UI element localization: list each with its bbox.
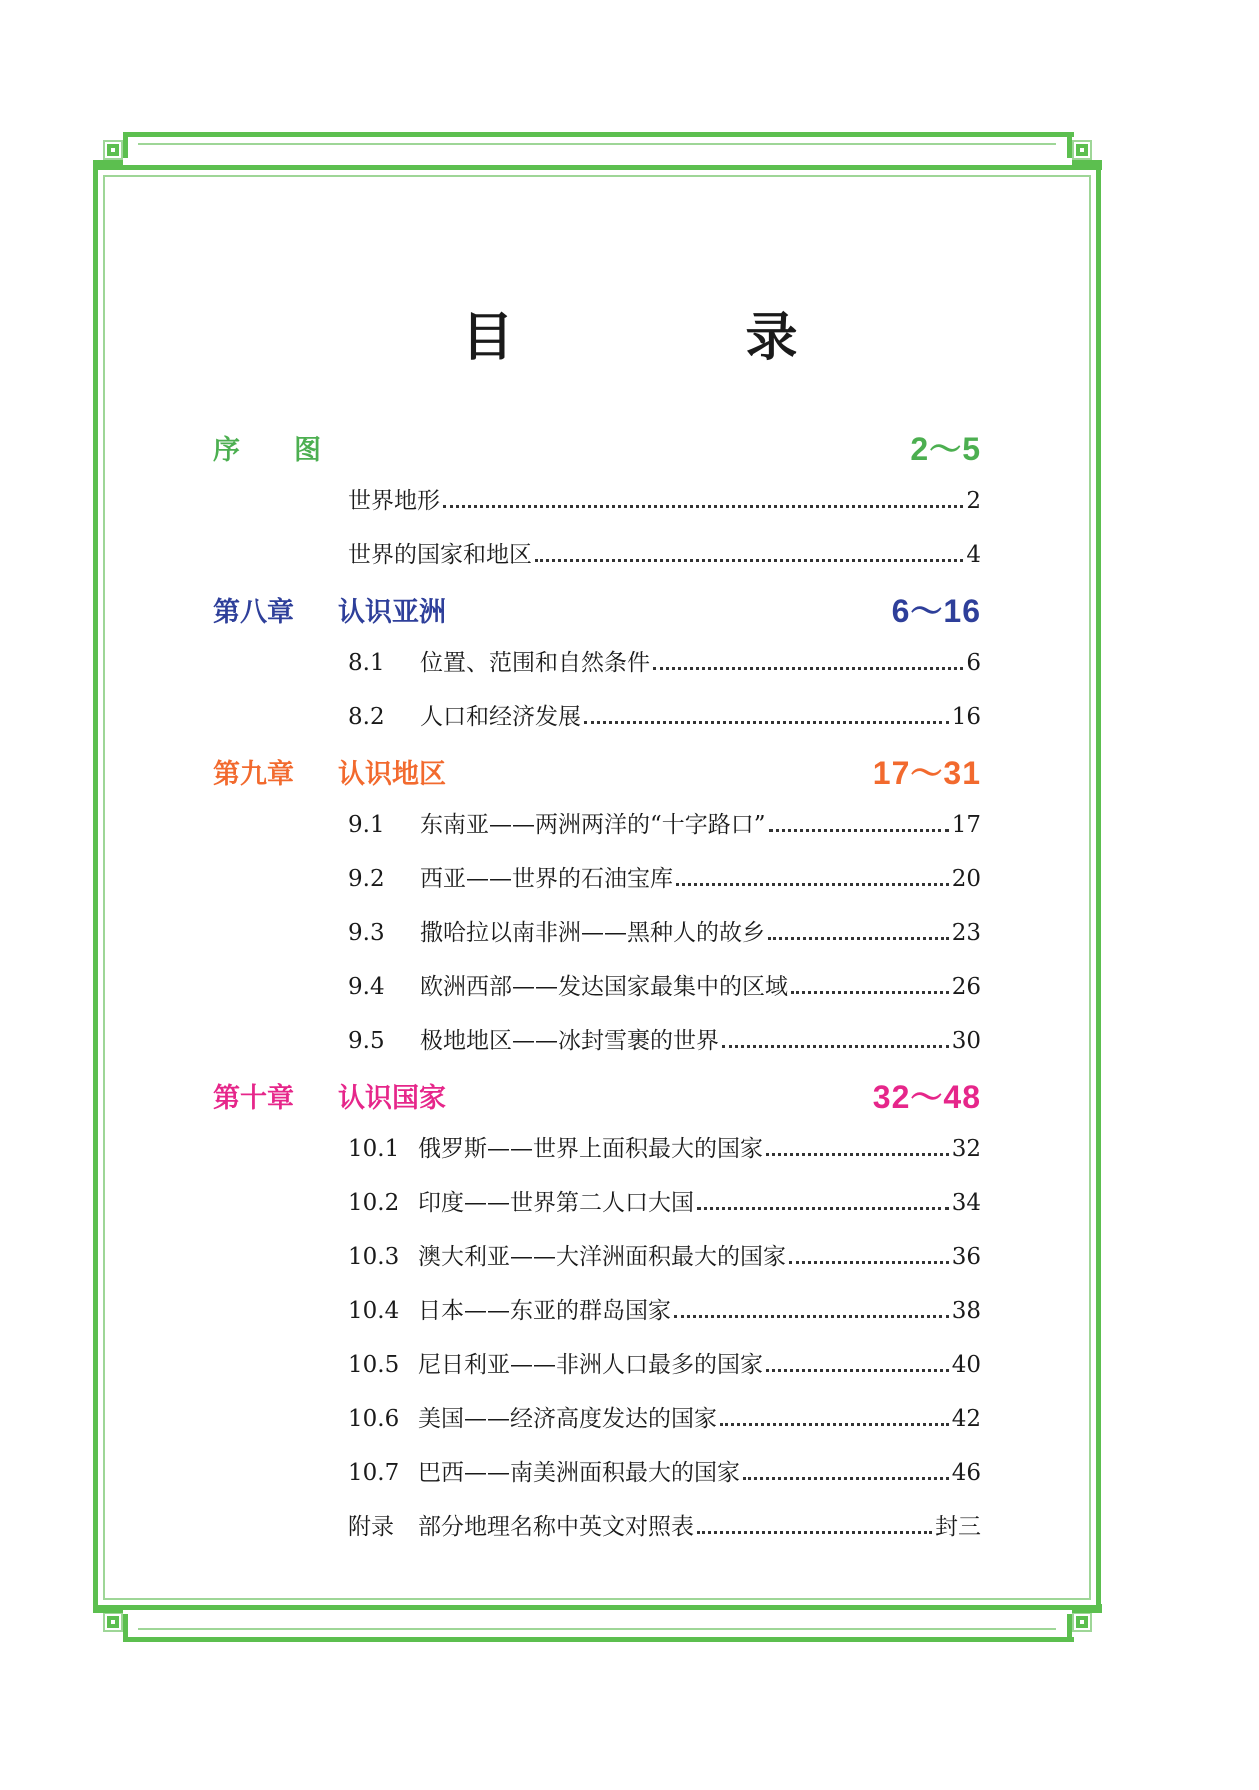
toc-entry[interactable] xyxy=(213,1014,981,1068)
dot-leader xyxy=(766,1369,949,1372)
entry-page: 34 xyxy=(951,1190,981,1216)
dot-leader xyxy=(443,505,963,508)
entry-page: 40 xyxy=(951,1352,981,1378)
dot-leader xyxy=(768,937,949,940)
toc-entry[interactable] xyxy=(213,1446,981,1500)
dot-leader xyxy=(584,721,949,724)
section-chapter-8[interactable] xyxy=(213,582,981,636)
entry-page: 26 xyxy=(951,974,981,1000)
chapter-title: 认识地区 xyxy=(338,758,446,790)
dot-leader xyxy=(789,1261,949,1264)
page-title: 目 录 xyxy=(461,308,888,368)
dot-leader xyxy=(766,1153,949,1156)
entry-page: 4 xyxy=(966,542,981,568)
entry-page: 17 xyxy=(951,812,981,838)
entry-number: 10.2 xyxy=(348,1190,400,1216)
table-of-contents xyxy=(213,420,981,1554)
entry-page: 6 xyxy=(966,650,981,676)
dot-leader xyxy=(535,559,963,562)
section-chapter-9[interactable] xyxy=(213,744,981,798)
entry-page: 2 xyxy=(966,488,981,514)
toc-entry[interactable] xyxy=(213,1176,981,1230)
toc-entry[interactable] xyxy=(213,1284,981,1338)
dot-leader xyxy=(653,667,963,670)
entry-title: 日本——东亚的群岛国家 xyxy=(418,1298,671,1324)
corner-ornament-top-left-icon xyxy=(93,128,133,168)
entry-number: 附录 xyxy=(348,1514,394,1540)
toc-entry[interactable] xyxy=(213,852,981,906)
entry-title: 极地地区——冰封雪裹的世界 xyxy=(420,1028,719,1054)
entry-number: 9.3 xyxy=(348,920,385,946)
corner-ornament-bottom-left-icon xyxy=(93,1604,133,1644)
entry-title: 人口和经济发展 xyxy=(420,704,581,730)
entry-number: 9.4 xyxy=(348,974,385,1000)
section-chapter-10[interactable] xyxy=(213,1068,981,1122)
entry-title: 巴西——南美洲面积最大的国家 xyxy=(418,1460,740,1486)
toc-entry[interactable] xyxy=(213,1122,981,1176)
entry-number: 10.4 xyxy=(348,1298,400,1324)
toc-entry[interactable] xyxy=(213,1338,981,1392)
toc-entry[interactable] xyxy=(213,636,981,690)
entry-number: 10.5 xyxy=(348,1352,400,1378)
corner-ornament-bottom-right-icon xyxy=(1062,1604,1102,1644)
entry-title: 美国——经济高度发达的国家 xyxy=(418,1406,717,1432)
section-page-range: 17～31 xyxy=(872,755,981,791)
entry-page: 32 xyxy=(951,1136,981,1162)
toc-entry[interactable] xyxy=(213,690,981,744)
dot-leader xyxy=(676,883,949,886)
entry-number: 9.5 xyxy=(348,1028,385,1054)
entry-title: 西亚——世界的石油宝库 xyxy=(420,866,673,892)
entry-number: 10.6 xyxy=(348,1406,400,1432)
entry-title: 欧洲西部——发达国家最集中的区域 xyxy=(420,974,788,1000)
entry-title: 位置、范围和自然条件 xyxy=(420,650,650,676)
chapter-number: 第八章 xyxy=(213,596,294,628)
border-top-inner xyxy=(138,143,1056,145)
border-bottom xyxy=(130,1637,1064,1642)
section-prelude[interactable] xyxy=(213,420,981,474)
toc-entry[interactable] xyxy=(213,960,981,1014)
entry-number: 10.3 xyxy=(348,1244,400,1270)
dot-leader xyxy=(697,1207,949,1210)
entry-title: 世界地形 xyxy=(348,488,440,514)
entry-number: 9.1 xyxy=(348,812,385,838)
chapter-title: 认识国家 xyxy=(338,1082,446,1114)
chapter-number: 第十章 xyxy=(213,1082,294,1114)
border-top xyxy=(130,132,1064,137)
section-title: 序 图 xyxy=(213,434,321,466)
toc-entry[interactable] xyxy=(213,1230,981,1284)
dot-leader xyxy=(720,1423,949,1426)
entry-number: 8.1 xyxy=(348,650,385,676)
entry-title: 东南亚——两洲两洋的“十字路口” xyxy=(420,812,766,838)
entry-title: 尼日利亚——非洲人口最多的国家 xyxy=(418,1352,763,1378)
entry-page: 30 xyxy=(951,1028,981,1054)
toc-entry[interactable] xyxy=(213,798,981,852)
toc-entry[interactable] xyxy=(213,474,981,528)
entry-page: 封三 xyxy=(935,1514,981,1540)
entry-number: 9.2 xyxy=(348,866,385,892)
entry-number: 8.2 xyxy=(348,704,385,730)
entry-number: 10.1 xyxy=(348,1136,400,1162)
dot-leader xyxy=(743,1477,949,1480)
entry-title: 部分地理名称中英文对照表 xyxy=(418,1514,694,1540)
entry-page: 23 xyxy=(951,920,981,946)
entry-page: 38 xyxy=(951,1298,981,1324)
entry-title: 澳大利亚——大洋洲面积最大的国家 xyxy=(418,1244,786,1270)
entry-number: 10.7 xyxy=(348,1460,400,1486)
section-page-range: 32～48 xyxy=(872,1079,981,1115)
corner-ornament-top-right-icon xyxy=(1062,128,1102,168)
toc-entry[interactable] xyxy=(213,1392,981,1446)
entry-title: 俄罗斯——世界上面积最大的国家 xyxy=(418,1136,763,1162)
entry-page: 36 xyxy=(951,1244,981,1270)
toc-entry-appendix[interactable] xyxy=(213,1500,981,1554)
section-page-range: 6～16 xyxy=(891,593,981,629)
entry-title: 印度——世界第二人口大国 xyxy=(418,1190,694,1216)
dot-leader xyxy=(791,991,949,994)
entry-page: 16 xyxy=(951,704,981,730)
border-bottom-inner xyxy=(138,1628,1056,1630)
entry-page: 46 xyxy=(951,1460,981,1486)
dot-leader xyxy=(674,1315,949,1318)
chapter-title: 认识亚洲 xyxy=(338,596,446,628)
entry-page: 20 xyxy=(951,866,981,892)
entry-title: 世界的国家和地区 xyxy=(348,542,532,568)
toc-entry[interactable] xyxy=(213,906,981,960)
chapter-number: 第九章 xyxy=(213,758,294,790)
dot-leader xyxy=(697,1531,932,1534)
toc-entry[interactable] xyxy=(213,528,981,582)
dot-leader xyxy=(769,829,949,832)
entry-page: 42 xyxy=(951,1406,981,1432)
section-page-range: 2～5 xyxy=(910,431,981,467)
entry-title: 撒哈拉以南非洲——黑种人的故乡 xyxy=(420,920,765,946)
dot-leader xyxy=(722,1045,949,1048)
